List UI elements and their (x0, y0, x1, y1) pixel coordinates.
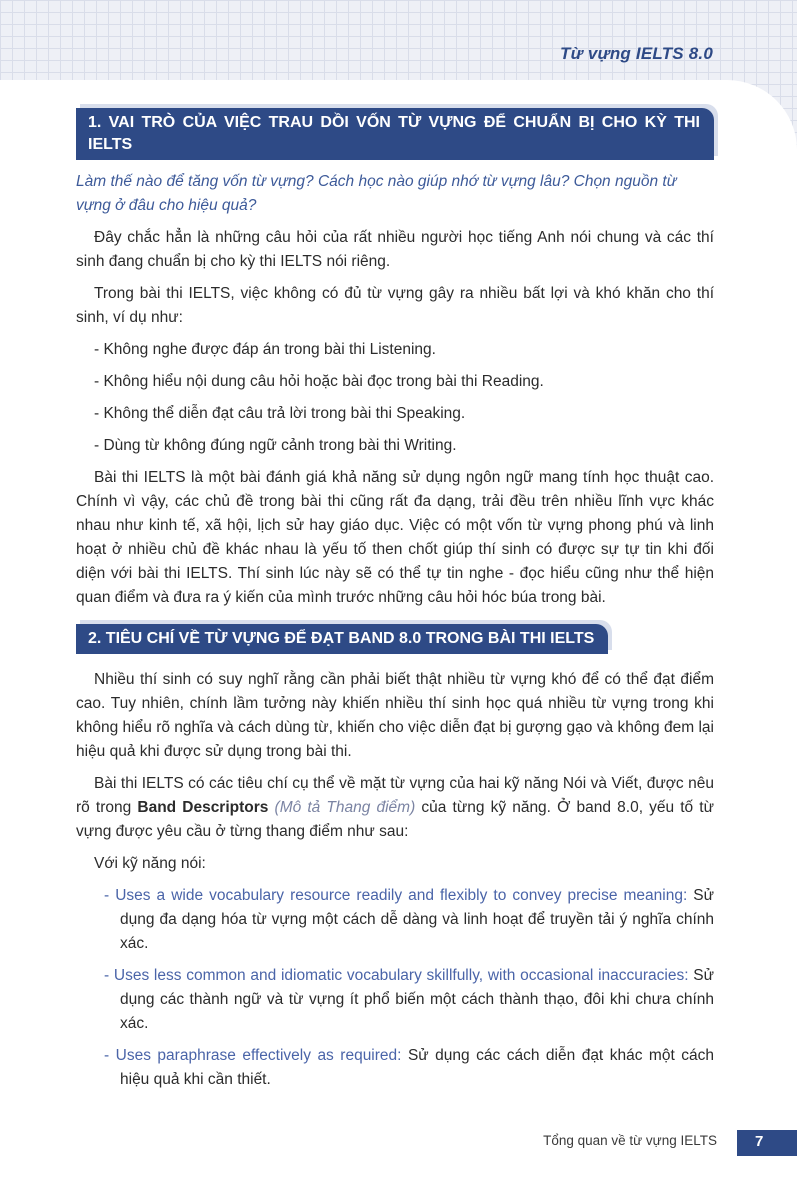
p2-text-b: của từng kỹ năng. Ở band 8.0, yếu tố từ vựng được yêu cầu ở từng thang điểm như sau: (76, 799, 714, 840)
section2-heading: 2. TIÊU CHÍ VỀ TỪ VỰNG ĐỂ ĐẠT BAND 8.0 TRONG BÀI THI IELTS (76, 624, 608, 654)
list-item: - Không hiểu nội dung câu hỏi hoặc bài đọc trong bài thi Reading. (94, 373, 544, 390)
page-content (76, 108, 714, 1100)
section1-heading: 1. VAI TRÒ CỦA VIỆC TRAU DỒI VỐN TỪ VỰNG ĐỂ CHUẨN BỊ CHO KỲ THI IELTS (76, 108, 714, 160)
section2-paragraph-1: Nhiều thí sinh có suy nghĩ rằng cần phải biết thật nhiều từ vựng khó để có thể đạt điểm cao. Tuy nhiên, chính lầm tưởng này khiến nhiều thí sinh học quá nhiều từ vựng trong khi không hiểu rõ nghĩa và cách dùng từ, khiến cho việc diễn đạt bị gượng gạo và không đem lại hiệu quả khi được sử dụng trong bài thi. (76, 671, 714, 760)
list-item: - Không nghe được đáp án trong bài thi Listening. (94, 341, 436, 358)
disadvantage-list (94, 338, 714, 458)
page-number-bar (737, 1130, 797, 1156)
speaking-label: Với kỹ năng nói: (94, 855, 206, 872)
running-header: Từ vựng IELTS 8.0 (560, 44, 713, 63)
criterion-vietnamese: Sử dụng các cách diễn đạt khác một cách hiệu quả khi cần thiết. (120, 1047, 714, 1088)
band-descriptors-translation: (Mô tả Thang điểm) (268, 799, 416, 816)
criterion-english: Uses paraphrase effectively as required: (115, 1047, 402, 1064)
page-footer (0, 1128, 797, 1158)
criterion-english: Uses less common and idiomatic vocabulary skillfully, with occasional inaccuracies: (113, 967, 689, 984)
section2-heading-wrap (76, 624, 714, 654)
section1-question: Làm thế nào để tăng vốn từ vựng? Cách học nào giúp nhớ từ vựng lâu? Chọn nguồn từ vựng ở đâu cho hiệu quả? (76, 173, 677, 214)
section1-heading-wrap (76, 108, 714, 160)
criterion-dash: - (104, 1047, 116, 1064)
criterion-item (90, 1044, 714, 1092)
list-item: - Không thể diễn đạt câu trả lời trong bài thi Speaking. (94, 405, 466, 422)
criterion-vietnamese: Sử dụng đa dạng hóa từ vựng một cách dễ dàng và linh hoạt để truyền tải ý nghĩa chính xác. (120, 887, 714, 952)
criterion-vietnamese: Sử dụng các thành ngữ và từ vựng ít phổ biến một cách thành thạo, đôi khi chưa chính xác. (120, 967, 714, 1032)
criterion-english: Uses a wide vocabulary resource readily and flexibly to convey precise meaning: (115, 887, 688, 904)
p2-text-a: Bài thi IELTS có các tiêu chí cụ thể về mặt từ vựng của hai kỹ năng Nói và Viết, được nêu rõ trong (76, 775, 714, 816)
page-number: 7 (755, 1133, 764, 1150)
criterion-item (90, 884, 714, 956)
criterion-dash: - (104, 967, 114, 984)
criterion-item (90, 964, 714, 1036)
section1-paragraph-3: Bài thi IELTS là một bài đánh giá khả năng sử dụng ngôn ngữ mang tính học thuật cao. Chính vì vậy, các chủ đề trong bài thi cũng rất đa dạng, trải đều trên nhiều lĩnh vực khác nhau như kinh tế, xã hội, lịch sử hay giáo dục. Việc có một vốn từ vựng phong phú và linh hoạt ở nhiều chủ đề khác nhau là yếu tố then chốt giúp thí sinh có được sự tự tin khi đối diện với bài thi IELTS. Thí sinh lúc này sẽ có thể tự tin nghe - đọc hiểu cũng như thể hiện quan điểm và đưa ra ý kiến của mình trước những câu hỏi hóc búa trong bài. (76, 469, 714, 606)
section1-paragraph-2: Trong bài thi IELTS, việc không có đủ từ vựng gây ra nhiều bất lợi và khó khăn cho thí sinh, ví dụ như: (76, 285, 714, 326)
band-descriptors-term: Band Descriptors (137, 799, 269, 816)
footer-title: Tổng quan về từ vựng IELTS (543, 1133, 717, 1148)
list-item: - Dùng từ không đúng ngữ cảnh trong bài thi Writing. (94, 437, 457, 454)
section1-paragraph-1: Đây chắc hẳn là những câu hỏi của rất nhiều người học tiếng Anh nói chung và các thí sinh đang chuẩn bị cho kỳ thi IELTS nói riêng. (76, 229, 714, 270)
criterion-dash: - (104, 887, 116, 904)
section2-paragraph-2 (76, 772, 714, 844)
